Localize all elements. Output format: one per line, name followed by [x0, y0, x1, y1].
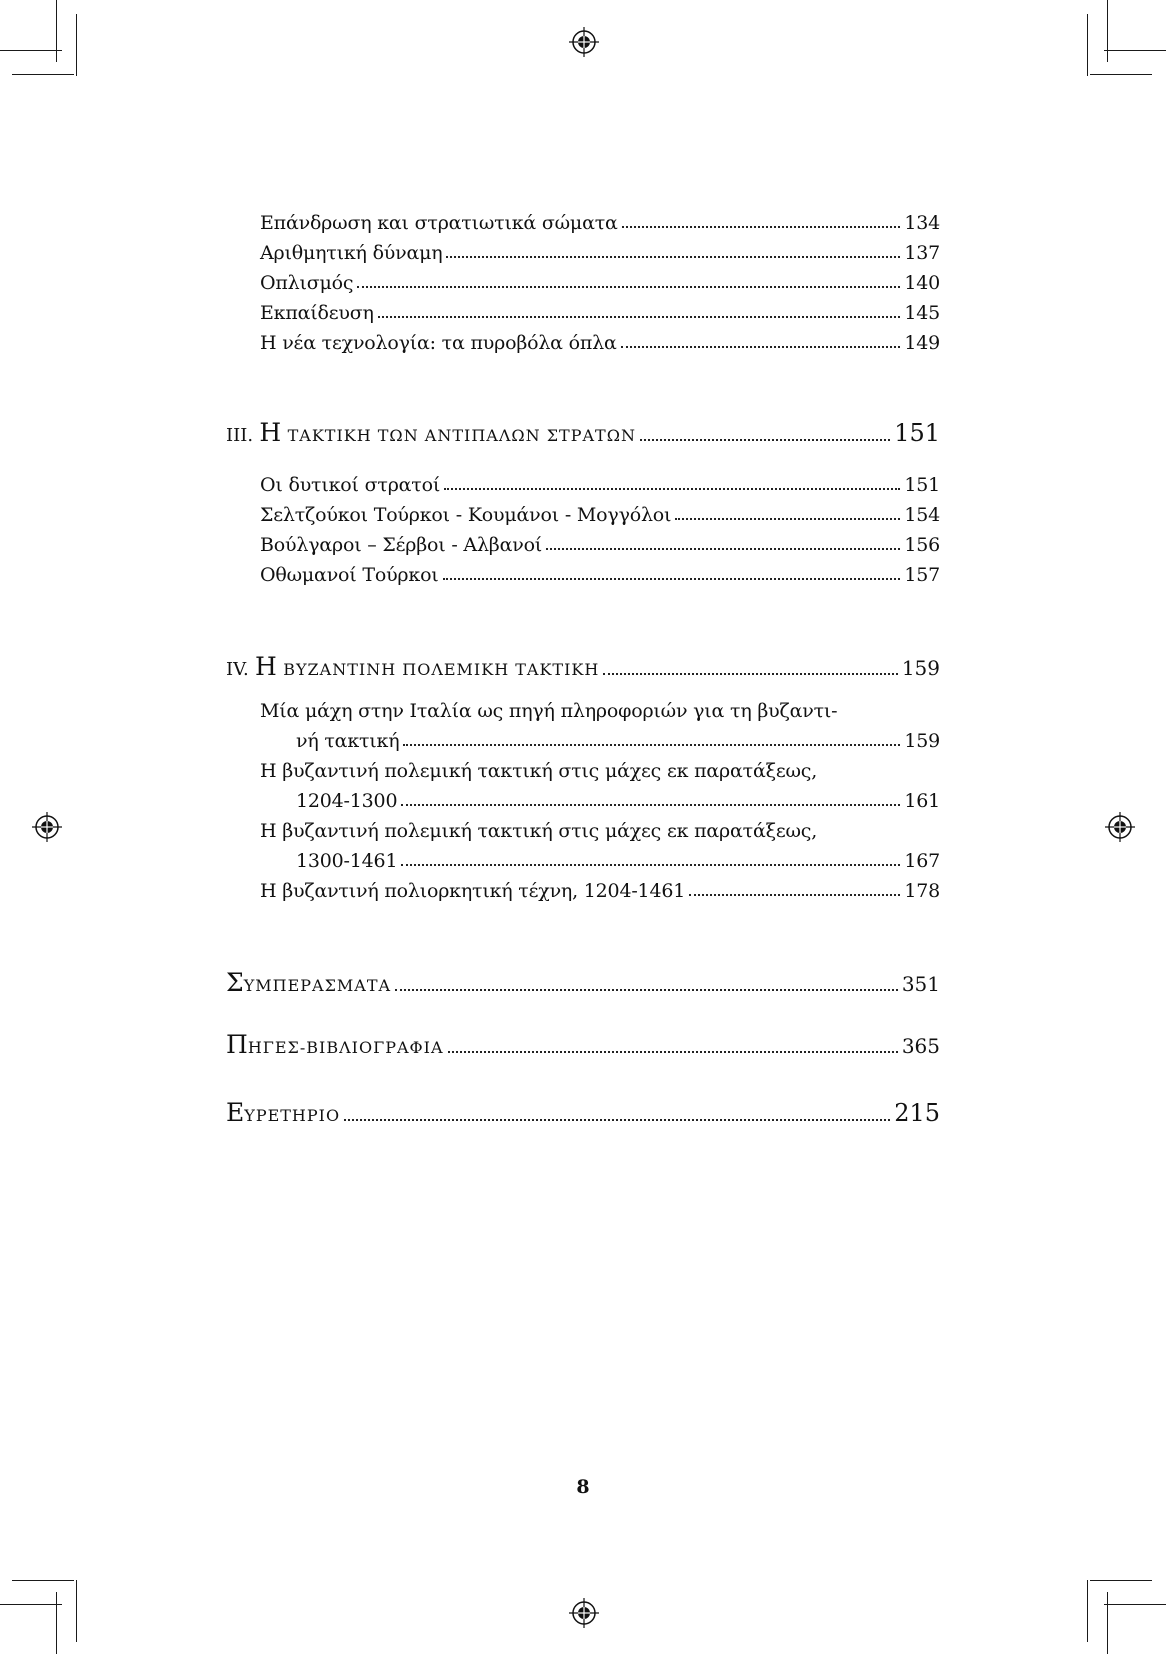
leader-dots: [622, 226, 901, 228]
toc-entry: [260, 880, 940, 902]
toc-entry-page: 140: [904, 272, 940, 294]
leader-dots: [446, 256, 900, 258]
crop-mark: [1090, 74, 1152, 75]
crop-mark: [1107, 0, 1108, 62]
table-of-contents: [226, 0, 940, 1200]
chapter-title: [226, 418, 636, 447]
toc-entry-label: 1300-1461: [296, 850, 398, 872]
toc-entry-label: Επάνδρωση και στρατιωτικά σώματα: [260, 212, 618, 234]
crop-mark: [1087, 14, 1088, 76]
leader-dots: [546, 548, 900, 550]
chapter-roman-numeral: IV.: [226, 659, 249, 680]
section-title-text: ΥΡΕΤΗΡΙΟ: [244, 1106, 341, 1125]
crop-mark: [56, 0, 57, 62]
toc-entry-page: 151: [894, 419, 940, 447]
registration-mark-icon: [1105, 812, 1135, 842]
toc-entry-label: Μία μάχη στην Ιταλία ως πηγή πληροφοριών για τη βυζαντι-: [260, 700, 838, 722]
toc-entry: [296, 730, 940, 752]
toc-entry: [260, 504, 940, 526]
toc-entry-label: Η βυζαντινή πολεμική τακτική στις μάχες εκ παρατάξεως,: [260, 820, 818, 842]
toc-entry-label: Αριθμητική δύναμη: [260, 242, 443, 264]
toc-entry-page: 134: [904, 212, 940, 234]
leader-dots: [443, 578, 901, 580]
toc-entry-label: Σελτζούκοι Τούρκοι - Κουμάνοι - Μογγόλοι: [260, 504, 672, 526]
section-title-initial: Σ: [226, 968, 244, 997]
registration-mark-icon: [569, 1598, 599, 1628]
toc-entry-label: Βούλγαροι – Σέρβοι - Αλβανοί: [260, 534, 543, 556]
registration-mark-icon: [32, 812, 62, 842]
toc-entry-page: 154: [904, 504, 940, 526]
toc-entry-label: Η βυζαντινή πολιορκητική τέχνη, 1204-1461: [260, 880, 686, 902]
toc-entry-page: 161: [904, 790, 940, 812]
toc-entry-label: Εκπαίδευση: [260, 302, 374, 324]
leader-dots: [640, 439, 890, 441]
toc-entry-page: 151: [904, 474, 940, 496]
toc-section-heading: [226, 1098, 940, 1127]
leader-dots: [621, 346, 901, 348]
toc-entry-page: 156: [904, 534, 940, 556]
leader-dots: [395, 989, 898, 991]
toc-entry: [260, 474, 940, 496]
toc-entry-line1: [260, 700, 940, 722]
chapter-title-text: ΒΥΖΑΝΤΙΝΗ ΠΟΛΕΜΙΚΗ ΤΑΚΤΙΚΗ: [283, 660, 600, 679]
section-title-initial: Π: [226, 1030, 248, 1059]
crop-mark: [1104, 1604, 1166, 1605]
toc-section-heading: [226, 1030, 940, 1059]
leader-dots: [689, 894, 900, 896]
leader-dots: [675, 518, 900, 520]
toc-entry-label: 1204-1300: [296, 790, 398, 812]
crop-mark: [76, 14, 77, 76]
toc-entry-page: 365: [901, 1034, 940, 1058]
leader-dots: [357, 286, 900, 288]
crop-mark: [56, 1592, 57, 1654]
leader-dots: [401, 804, 900, 806]
chapter-title: [226, 652, 599, 681]
leader-dots: [344, 1119, 890, 1121]
toc-entry-label: νή τακτική: [296, 730, 400, 752]
section-title: [226, 968, 391, 997]
toc-entry-page: 351: [901, 972, 940, 996]
toc-entry: [260, 242, 940, 264]
toc-entry: [260, 272, 940, 294]
toc-section-heading: [226, 968, 940, 997]
section-title: [226, 1030, 444, 1059]
toc-entry-line1: [260, 760, 940, 782]
crop-mark: [1104, 50, 1166, 51]
toc-entry-page: 159: [901, 656, 940, 680]
leader-dots: [401, 864, 900, 866]
toc-entry: [296, 790, 940, 812]
toc-entry-label: Οι δυτικοί στρατοί: [260, 474, 441, 496]
chapter-title-initial: Η: [255, 652, 277, 681]
toc-entry-page: 167: [904, 850, 940, 872]
crop-mark: [0, 1604, 62, 1605]
crop-mark: [1090, 1580, 1152, 1581]
chapter-title-text: ΤΑΚΤΙΚΗ ΤΩΝ ΑΝΤΙΠΑΛΩΝ ΣΤΡΑΤΩΝ: [287, 426, 636, 445]
leader-dots: [444, 488, 900, 490]
toc-entry-page: 159: [904, 730, 940, 752]
leader-dots: [403, 744, 900, 746]
toc-entry: [260, 534, 940, 556]
section-title-text: ΥΜΠΕΡΑΣΜΑΤΑ: [243, 976, 392, 995]
toc-chapter-heading: [226, 418, 940, 447]
toc-entry-label: Οθωμανοί Τούρκοι: [260, 564, 439, 586]
toc-entry: [260, 564, 940, 586]
toc-entry: [296, 850, 940, 872]
toc-entry-page: 149: [904, 332, 940, 354]
chapter-roman-numeral: III.: [226, 425, 254, 446]
toc-entry-page: 157: [904, 564, 940, 586]
crop-mark: [1107, 1592, 1108, 1654]
crop-mark: [12, 74, 74, 75]
toc-entry: [260, 332, 940, 354]
crop-mark: [0, 50, 62, 51]
toc-entry-label: Η βυζαντινή πολεμική τακτική στις μάχες εκ παρατάξεως,: [260, 760, 818, 782]
toc-entry-page: 137: [904, 242, 940, 264]
crop-mark: [1087, 1580, 1088, 1642]
toc-entry-page: 145: [904, 302, 940, 324]
toc-entry-page: 178: [904, 880, 940, 902]
section-title-text: ΗΓΕΣ-ΒΙΒΛΙΟΓΡΑΦΙΑ: [247, 1038, 444, 1057]
toc-entry: [260, 302, 940, 324]
leader-dots: [603, 673, 897, 675]
toc-entry: [260, 212, 940, 234]
toc-entry-label: Η νέα τεχνολογία: τα πυροβόλα όπλα: [260, 332, 617, 354]
toc-entry-page: 215: [894, 1099, 940, 1127]
leader-dots: [378, 316, 901, 318]
crop-mark: [76, 1580, 77, 1642]
toc-entry-line1: [260, 820, 940, 842]
toc-entry-label: Οπλισμός: [260, 272, 354, 294]
chapter-title-initial: Η: [259, 418, 282, 447]
section-title: [226, 1098, 340, 1127]
toc-chapter-heading: [226, 652, 940, 681]
section-title-initial: Ε: [226, 1098, 245, 1127]
page-number: 8: [576, 1476, 590, 1498]
leader-dots: [448, 1051, 898, 1053]
crop-mark: [12, 1580, 74, 1581]
